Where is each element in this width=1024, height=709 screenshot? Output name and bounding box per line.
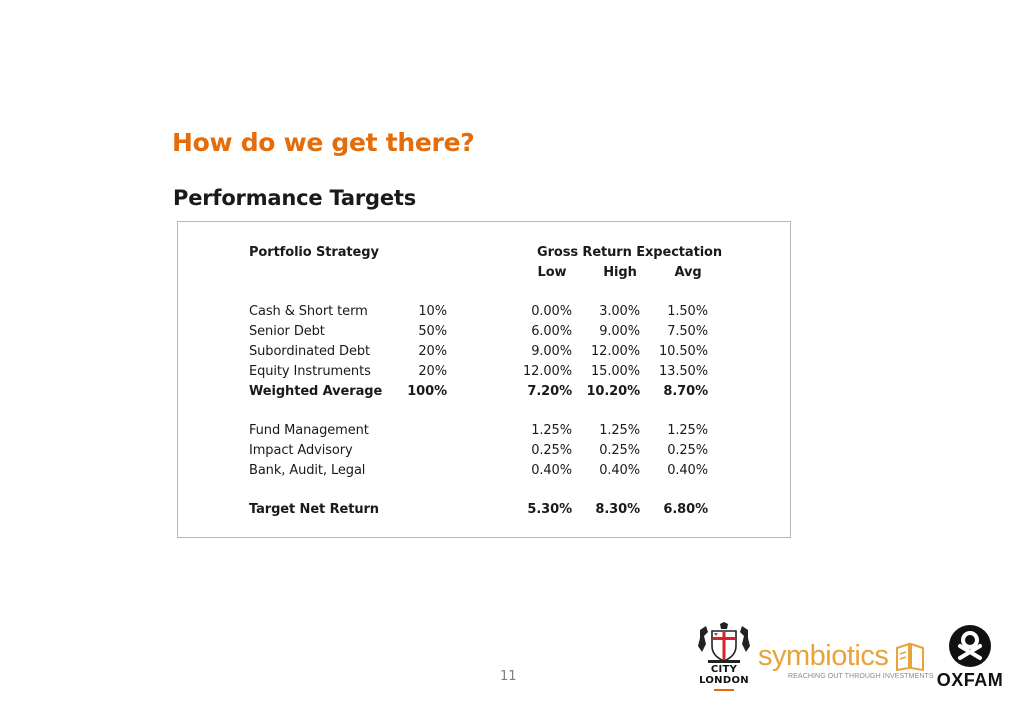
row-low: 9.00%	[531, 344, 572, 359]
row-high: 0.40%	[599, 463, 640, 478]
row-low: 0.40%	[531, 463, 572, 478]
row-label: Cash & Short term	[249, 304, 368, 319]
row-weight: 50%	[418, 324, 447, 339]
row-low: 12.00%	[523, 364, 572, 379]
row-high: 10.20%	[586, 384, 640, 399]
row-label: Impact Advisory	[249, 443, 353, 458]
city-of-london-logo	[694, 622, 754, 692]
row-avg: 8.70%	[663, 384, 708, 399]
city-crest-icon	[694, 622, 754, 664]
row-avg: 0.25%	[667, 443, 708, 458]
row-weight: 20%	[418, 344, 447, 359]
row-high: 3.00%	[599, 304, 640, 319]
row-high: 0.25%	[599, 443, 640, 458]
performance-targets-table	[177, 221, 791, 538]
page-number: 11	[500, 669, 517, 684]
row-avg: 1.50%	[667, 304, 708, 319]
row-high: 8.30%	[595, 502, 640, 517]
row-label: Target Net Return	[249, 502, 379, 517]
city-text: CITY	[710, 664, 738, 675]
header-gross-return: Gross Return Expectation	[537, 245, 723, 260]
header-portfolio-strategy: Portfolio Strategy	[249, 245, 379, 260]
slide-title: How do we get there?	[172, 128, 475, 157]
row-weight: 10%	[418, 304, 447, 319]
header-low: Low	[537, 265, 567, 280]
row-weight: 20%	[418, 364, 447, 379]
london-text: LONDON	[699, 675, 749, 686]
row-avg: 6.80%	[663, 502, 708, 517]
row-high: 9.00%	[599, 324, 640, 339]
row-high: 1.25%	[599, 423, 640, 438]
oxfam-wordmark: OXFAM	[936, 670, 1004, 690]
row-low: 5.30%	[527, 502, 572, 517]
symbiotics-tagline: REACHING OUT THROUGH INVESTMENTS	[788, 673, 934, 680]
row-label: Senior Debt	[249, 324, 325, 339]
row-low: 7.20%	[527, 384, 572, 399]
oxfam-logo	[936, 622, 1004, 692]
oxfam-figure-icon	[948, 624, 992, 668]
row-high: 15.00%	[591, 364, 640, 379]
header-avg: Avg	[674, 265, 702, 280]
row-avg: 1.25%	[667, 423, 708, 438]
row-low: 1.25%	[531, 423, 572, 438]
symbiotics-book-icon	[894, 640, 926, 672]
row-low: 0.00%	[531, 304, 572, 319]
row-label: Subordinated Debt	[249, 344, 371, 359]
row-label: Equity Instruments	[249, 364, 371, 379]
row-low: 0.25%	[531, 443, 572, 458]
city-underline	[714, 689, 734, 691]
row-weight: 100%	[407, 384, 447, 399]
row-low: 6.00%	[531, 324, 572, 339]
row-avg: 10.50%	[659, 344, 708, 359]
row-label: Bank, Audit, Legal	[249, 463, 366, 478]
slide-subtitle: Performance Targets	[173, 186, 417, 210]
symbiotics-wordmark: symbiotics	[758, 640, 889, 672]
header-high: High	[603, 265, 637, 280]
row-avg: 7.50%	[667, 324, 708, 339]
symbiotics-logo	[758, 640, 934, 684]
row-label: Fund Management	[249, 423, 369, 438]
row-label: Weighted Average	[249, 384, 383, 399]
row-avg: 0.40%	[667, 463, 708, 478]
row-high: 12.00%	[591, 344, 640, 359]
row-avg: 13.50%	[659, 364, 708, 379]
